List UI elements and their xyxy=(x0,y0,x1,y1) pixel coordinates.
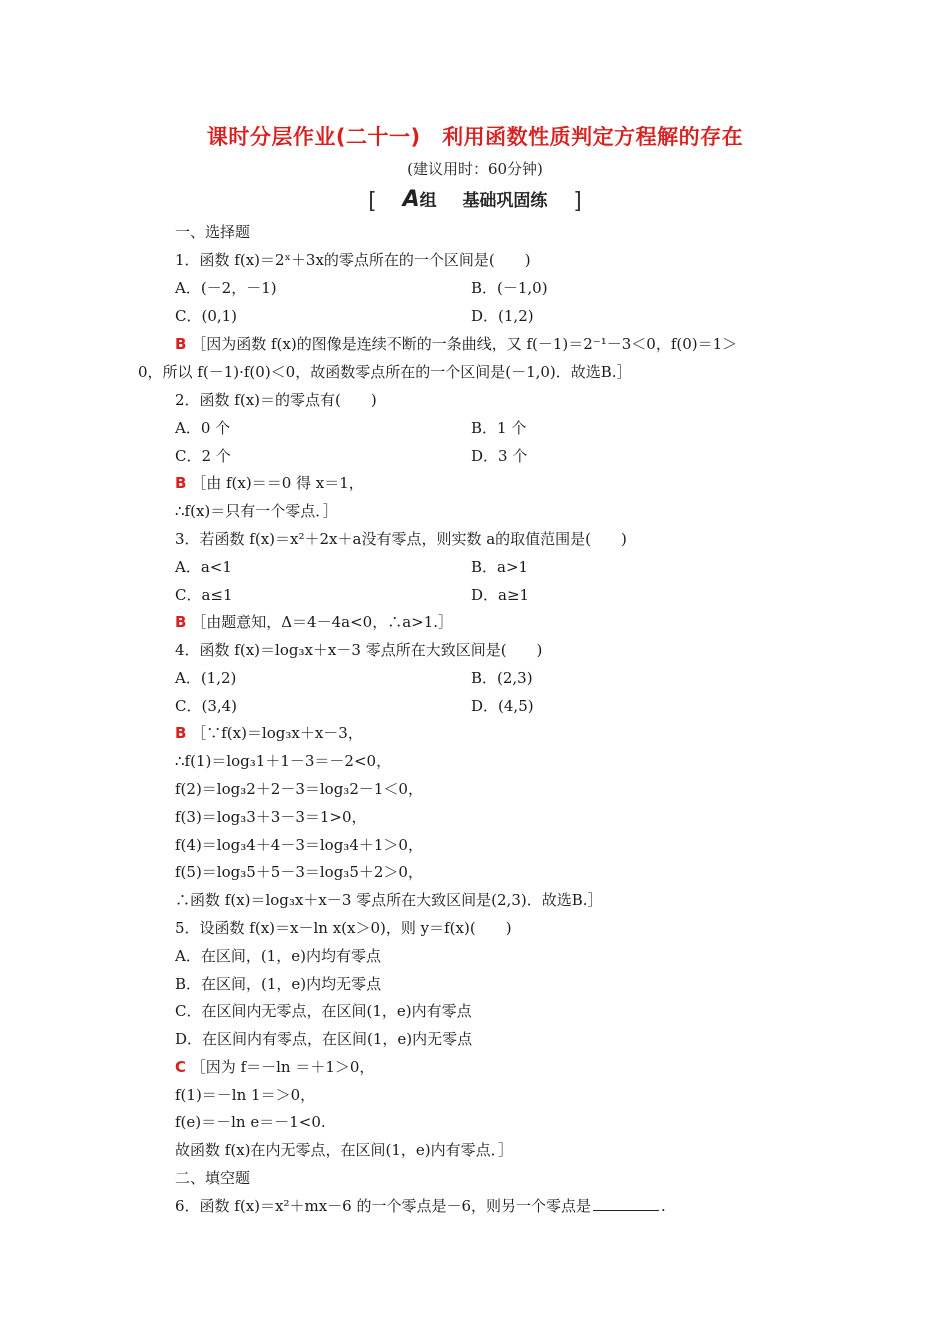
option-b: B．在区间，(1，e)内均无零点 xyxy=(175,975,382,993)
option-c: C．(0,1) xyxy=(175,307,238,325)
explanation-text: 故函数 f(x)在内无零点，在区间(1，e)内有零点．］ xyxy=(175,1141,514,1159)
option-a: A．(－2，－1) xyxy=(175,279,277,297)
page-title: 课时分层作业(二十一) 利用函数性质判定方程解的存在 xyxy=(206,125,744,149)
explanation-text: f(3)＝log₃3＋3－3＝1>0， xyxy=(175,808,367,826)
question-stem: 3．若函数 f(x)＝x²＋2x＋a没有零点，则实数 a的取值范围是( ) xyxy=(175,530,627,548)
question-text: 6．函数 f(x)＝x²＋mx－6 的一个零点是－6，则另一个零点是 xyxy=(175,1197,592,1215)
explanation-text: f(1)＝－ln 1＝＞0， xyxy=(175,1086,316,1104)
answer-line xyxy=(175,612,453,632)
question-stem: 2．函数 f(x)＝的零点有( ) xyxy=(175,391,377,409)
option-b: B．a>1 xyxy=(471,558,529,576)
group-label: 组 xyxy=(419,191,437,211)
answer-line xyxy=(175,334,737,354)
explanation-text: ［由 f(x)＝＝0 得 x＝1， xyxy=(191,474,364,492)
explanation-text: ［由题意知，Δ＝4－4a<0，∴a>1.］ xyxy=(191,613,454,631)
answer-line xyxy=(175,473,364,493)
explanation-text: 0，所以 f(－1)·f(0)＜0，故函数零点所在的一个区间是(－1,0)．故选B.］ xyxy=(138,363,632,381)
option-a: A．a<1 xyxy=(175,558,232,576)
option-a: A．(1,2) xyxy=(175,669,237,687)
answer-letter: B xyxy=(175,613,187,631)
answer-line xyxy=(175,1057,374,1077)
option-c: C．2 个 xyxy=(175,447,231,465)
left-bracket: [ xyxy=(368,189,377,214)
section-heading: 一、选择题 xyxy=(175,223,251,241)
explanation-text: f(5)＝log₃5＋5－3＝log₃5＋2＞0， xyxy=(175,863,423,881)
question-stem xyxy=(175,1196,666,1216)
explanation-text: f(4)＝log₃4＋4－3＝log₃4＋1＞0， xyxy=(175,836,423,854)
answer-line xyxy=(175,723,363,743)
question-stem: 4．函数 f(x)＝log₃x＋x－3 零点所在大致区间是( ) xyxy=(175,641,543,659)
explanation-text: f(2)＝log₃2＋2－3＝log₃2－1＜0， xyxy=(175,780,423,798)
explanation-text: ∴f(1)＝log₃1＋1－3＝－2<0， xyxy=(175,752,392,770)
option-b: B．(－1,0) xyxy=(471,279,548,297)
answer-letter: B xyxy=(175,335,187,353)
question-end: . xyxy=(661,1197,666,1215)
option-d: D．在区间内有零点，在区间(1，e)内无零点 xyxy=(175,1030,473,1048)
option-c: C．在区间内无零点，在区间(1，e)内有零点 xyxy=(175,1002,472,1020)
answer-letter: B xyxy=(175,474,187,492)
answer-letter: C xyxy=(175,1058,187,1076)
option-a: A．在区间，(1，e)内均有零点 xyxy=(175,947,381,965)
explanation-text: ［因为函数 f(x)的图像是连续不断的一条曲线，又 f(－1)＝2⁻¹－3＜0，f(0)＝1＞ xyxy=(191,335,738,353)
group-letter: A xyxy=(402,187,420,212)
answer-blank[interactable] xyxy=(593,1198,659,1211)
option-d: D．a≥1 xyxy=(471,586,530,604)
explanation-text: ［因为 f＝－ln ＝＋1＞0， xyxy=(190,1058,375,1076)
question-stem: 1．函数 f(x)＝2ˣ＋3x的零点所在的一个区间是( ) xyxy=(175,251,531,269)
option-c: C．(3,4) xyxy=(175,697,238,715)
option-d: D．(1,2) xyxy=(471,307,534,325)
answer-letter: B xyxy=(175,724,187,742)
group-name: 基础巩固练 xyxy=(462,191,548,211)
suggested-time: (建议用时：60分钟) xyxy=(407,160,543,178)
section-heading: 二、填空题 xyxy=(175,1169,251,1187)
option-a: A．0 个 xyxy=(175,419,231,437)
option-c: C．a≤1 xyxy=(175,586,233,604)
group-heading xyxy=(0,186,950,214)
option-d: D．(4,5) xyxy=(471,697,534,715)
right-bracket: ] xyxy=(573,189,582,214)
explanation-text: ∴f(x)＝只有一个零点．］ xyxy=(175,502,338,520)
option-b: B．(2,3) xyxy=(471,669,533,687)
explanation-text: f(e)＝－ln e＝－1<0. xyxy=(175,1113,326,1131)
option-b: B．1 个 xyxy=(471,419,527,437)
explanation-text: ∴函数 f(x)＝log₃x＋x－3 零点所在大致区间是(2,3)．故选B.］ xyxy=(175,891,603,909)
option-d: D．3 个 xyxy=(471,447,528,465)
question-stem: 5．设函数 f(x)＝x－ln x(x＞0)，则 y＝f(x)( ) xyxy=(175,919,512,937)
explanation-text: ［∵f(x)＝log₃x＋x－3， xyxy=(191,724,363,742)
